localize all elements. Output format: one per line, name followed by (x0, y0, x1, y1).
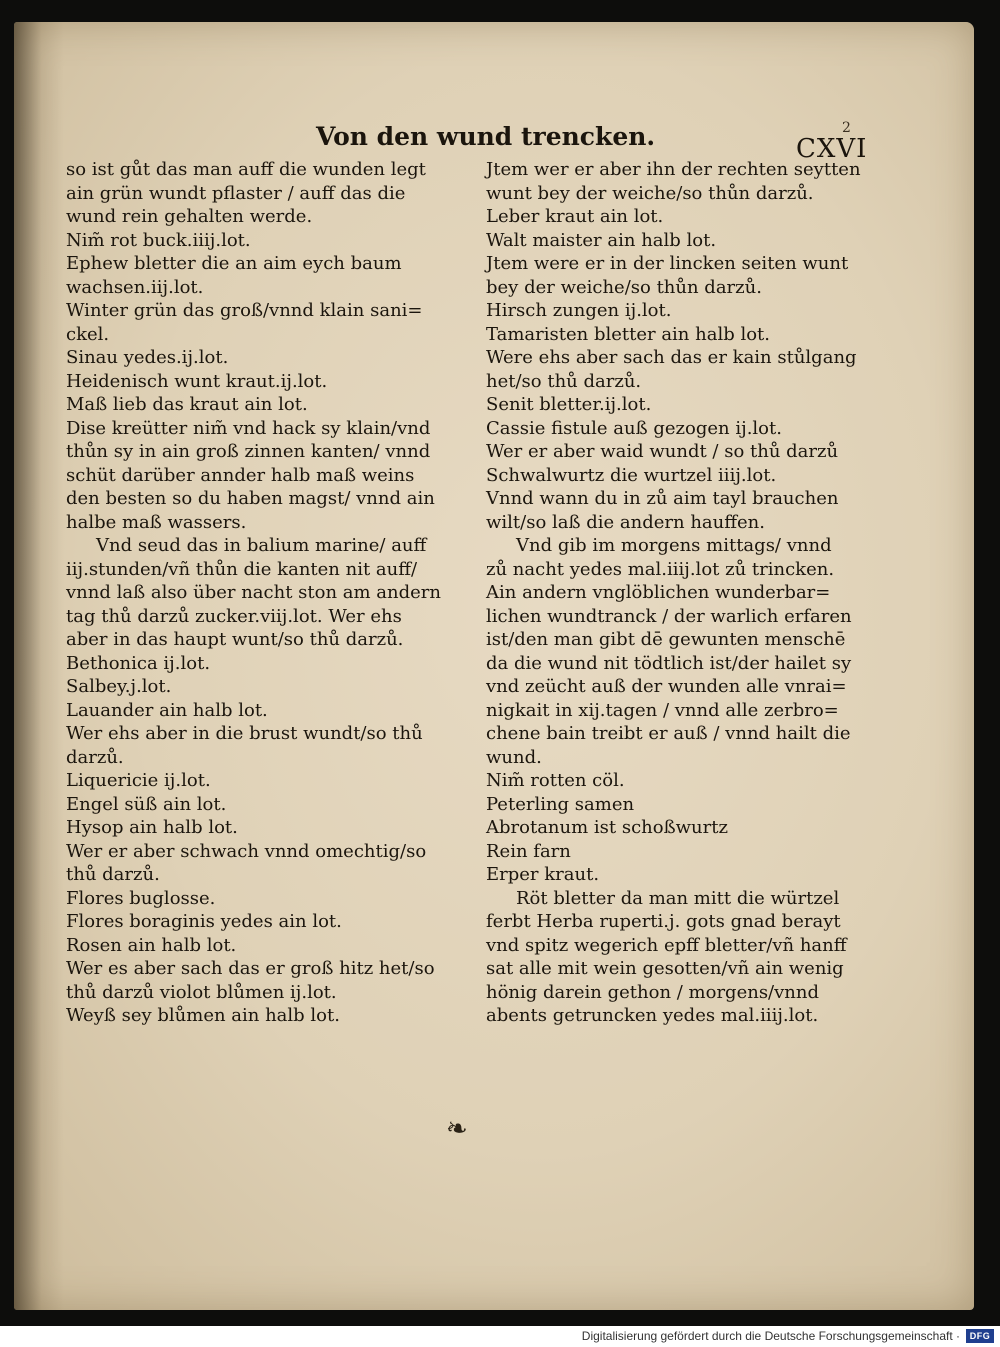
left-column-line: Flores buglosse. (66, 887, 216, 909)
right-column-line: vnd spitz wegerich epff bletter/vñ hanff (486, 934, 847, 956)
left-column-line: Sinau yedes.ij.lot. (66, 347, 229, 368)
left-column-line: Engel süß ain lot. (66, 793, 227, 815)
left-column-line: darzů. (66, 746, 124, 768)
left-column-line: Bethonica ij.lot. (66, 652, 211, 674)
right-column-line: chene bain treibt er auß / vnnd hailt die (486, 723, 851, 744)
left-column-line: ain grün wundt pflaster / auff das die (66, 182, 406, 204)
dfg-logo-icon: DFG (966, 1329, 994, 1343)
right-column-line: abents getruncken yedes mal.iiij.lot. (486, 1005, 819, 1026)
right-column-line: sat alle mit wein gesotten/vñ ain wenig (486, 958, 844, 979)
left-column-line: Liquericie ij.lot. (66, 770, 211, 791)
right-column-line: zů nacht yedes mal.iiij.lot zů trincken. (486, 558, 835, 580)
left-column-line: Hysop ain halb lot. (66, 817, 238, 838)
right-column-line: ferbt Herba ruperti.j. gots gnad berayt (486, 911, 841, 932)
right-column-line: Erper kraut. (486, 864, 600, 885)
left-column-line: iij.stunden/vñ thůn die kanten nit auff/ (66, 558, 418, 580)
left-column-line: Wer ehs aber in die brust wundt/so thů (66, 723, 423, 744)
right-column-line: het/so thů darzů. (486, 370, 642, 392)
page-gutter-shadow (14, 22, 64, 1310)
left-column-line: Heidenisch wunt kraut.ij.lot. (66, 370, 328, 392)
left-column-line: Lauander ain halb lot. (66, 699, 268, 721)
left-column-line: Winter grün das groß/vnnd klain sani= (66, 300, 423, 321)
right-column-line: bey der weiche/so thůn darzů. (486, 276, 762, 298)
left-column-line: Vnd seud das in balium marine/ auff (96, 535, 427, 556)
left-column-line: Ephew bletter die an aim eych baum (66, 253, 402, 274)
left-column-line: Wer es aber sach das er groß hitz het/so (66, 958, 435, 979)
right-column-line: lichen wundtranck / der warlich erfaren (486, 605, 852, 627)
running-head: Von den wund trencken. (316, 122, 656, 151)
left-column-line: ckel. (66, 323, 110, 345)
left-column-line: vnnd laß also über nacht ston am andern (66, 582, 442, 603)
catch-mark-icon: ❧ (444, 1112, 470, 1146)
right-column-line: ist/den man gibt dē gewunten menschē (486, 629, 846, 650)
right-column-line: Peterling samen (486, 793, 635, 815)
left-column-line: wachsen.iij.lot. (66, 276, 204, 298)
right-column-line: Jtem were er in der lincken seiten wunt (486, 253, 849, 274)
right-column-line: Abrotanum ist schoßwurtz (486, 817, 728, 838)
folio-number: CXVI (796, 134, 868, 164)
right-column-line: wund. (486, 746, 542, 768)
right-column-line: nigkait in xij.tagen / vnnd alle zerbro= (486, 699, 839, 721)
left-column-line: Rosen ain halb lot. (66, 934, 237, 956)
left-column-line: Salbey.j.lot. (66, 676, 172, 697)
right-column-line: wunt bey der weiche/so thůn darzů. (486, 182, 814, 204)
right-column-line: Nim̃ rotten cöl. (486, 770, 625, 791)
right-column-line: Rein farn (486, 840, 571, 862)
left-column-line: Wer er aber schwach vnnd omechtig/so (66, 840, 427, 862)
right-column-line: Leber kraut ain lot. (486, 206, 664, 227)
footer-credit: Digitalisierung gefördert durch die Deutsche Forschungsgemeinschaft · (581, 1329, 960, 1343)
footer-bar (0, 1326, 1000, 1347)
right-column-line: Were ehs aber sach das er kain stůlgang (486, 347, 857, 368)
left-column-line: wund rein gehalten werde. (66, 206, 313, 227)
left-column-line: tag thů darzů zucker.viij.lot. Wer ehs (66, 605, 402, 627)
left-column-line: Flores boraginis yedes ain lot. (66, 911, 342, 932)
right-column-line: Vnnd wann du in zů aim tayl brauchen (486, 488, 839, 509)
right-column-line: Schwalwurtz die wurtzel iiij.lot. (486, 464, 777, 486)
right-column-line: vnd zeücht auß der wunden alle vnrai= (486, 676, 847, 697)
right-column-line: Röt bletter da man mitt die würtzel (516, 887, 840, 909)
left-column-line: Maß lieb das kraut ain lot. (66, 394, 308, 415)
left-column (66, 158, 466, 1028)
right-column-line: Hirsch zungen ij.lot. (486, 300, 672, 321)
right-column-line: Tamaristen bletter ain halb lot. (486, 323, 770, 345)
left-column-line: thů darzů. (66, 864, 160, 885)
left-column-line: schüt darüber annder halb maß weins (66, 464, 415, 486)
right-column-line: Jtem wer er aber ihn der rechten seytten (486, 159, 861, 180)
left-column-line: thů darzů violot blůmen ij.lot. (66, 981, 337, 1003)
right-column (486, 158, 898, 1028)
left-column-line: halbe maß wassers. (66, 511, 247, 533)
left-column-line: Dise kreütter nim̃ vnd hack sy klain/vnd (66, 417, 431, 439)
right-column-line: Senit bletter.ij.lot. (486, 394, 652, 415)
left-column-line: den besten so du haben magst/ vnnd ain (66, 488, 435, 509)
right-column-line: Ain andern vnglöblichen wunderbar= (486, 582, 831, 603)
left-column-line: aber in das haupt wunt/so thů darzů. (66, 629, 404, 650)
right-column-line: Walt maister ain halb lot. (486, 229, 717, 251)
left-column-line: Weyß sey blůmen ain halb lot. (66, 1005, 340, 1026)
right-column-line: Vnd gib im morgens mittags/ vnnd (516, 535, 832, 556)
right-column-line: hönig darein gethon / morgens/vnnd (486, 981, 819, 1003)
right-column-line: Cassie fistule auß gezogen ij.lot. (486, 417, 782, 439)
page-mark: 2 (842, 120, 851, 136)
right-column-line: da die wund nit tödtlich ist/der hailet sy (486, 652, 852, 674)
right-column-line: Wer er aber waid wundt / so thů darzů (486, 441, 839, 462)
left-column-line: Nim̃ rot buck.iiij.lot. (66, 229, 251, 251)
right-column-line: wilt/so laß die andern hauffen. (486, 511, 765, 533)
left-column-line: thůn sy in ain groß zinnen kanten/ vnnd (66, 441, 431, 462)
left-column-line: so ist gůt das man auff die wunden legt (66, 159, 426, 180)
